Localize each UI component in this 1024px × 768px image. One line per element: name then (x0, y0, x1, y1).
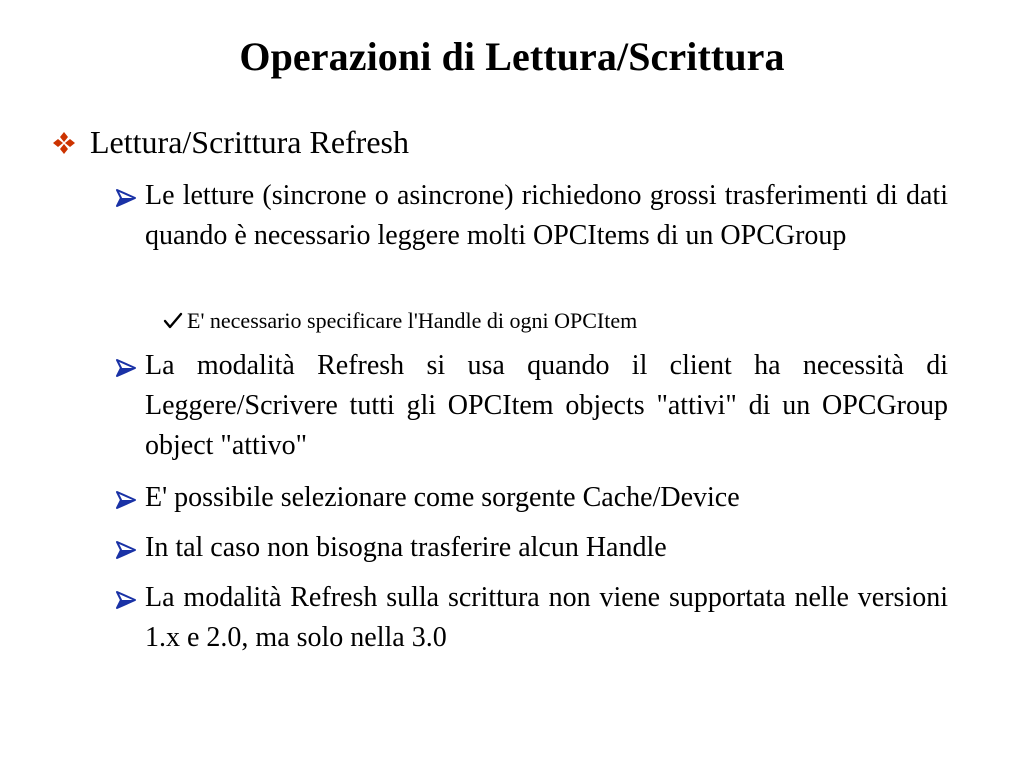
arrow-bullet-icon (113, 176, 145, 256)
list-item-text: La modalità Refresh si usa quando il client ha necessità di Leggere/Scrivere tutti gli OPCItem objects "attivi" di un OPCGroup object "attivo" (145, 350, 948, 461)
arrow-bullet-icon (113, 528, 145, 568)
heading-text: Lettura/Scrittura Refresh (90, 124, 409, 160)
sub-list-item (163, 306, 943, 336)
list-item (113, 176, 948, 256)
list-item-text: Le letture (sincrone o asincrone) richiedono grossi trasferimenti di dati quando è necessario leggere molti OPCItems di un OPCGroup (145, 180, 948, 251)
heading-item (50, 122, 950, 162)
arrow-bullet-icon (113, 346, 145, 466)
list-item (113, 578, 948, 658)
list-item-text: E' possibile selezionare come sorgente Cache/Device (145, 482, 740, 513)
diamond-bullet-icon (50, 122, 90, 155)
sub-list-item-text: E' necessario specificare l'Handle di ogni OPCItem (187, 308, 638, 333)
checkmark-icon (163, 306, 187, 336)
arrow-bullet-icon (113, 478, 145, 518)
list-item-text: In tal caso non bisogna trasferire alcun Handle (145, 532, 667, 563)
list-item (113, 478, 948, 518)
arrow-bullet-icon (113, 578, 145, 658)
slide-title: Operazioni di Lettura/Scrittura (239, 34, 785, 79)
list-item (113, 346, 948, 466)
list-item-text: La modalità Refresh sulla scrittura non viene supportata nelle versioni 1.x e 2.0, ma solo nella 3.0 (145, 582, 948, 653)
list-item (113, 528, 948, 568)
